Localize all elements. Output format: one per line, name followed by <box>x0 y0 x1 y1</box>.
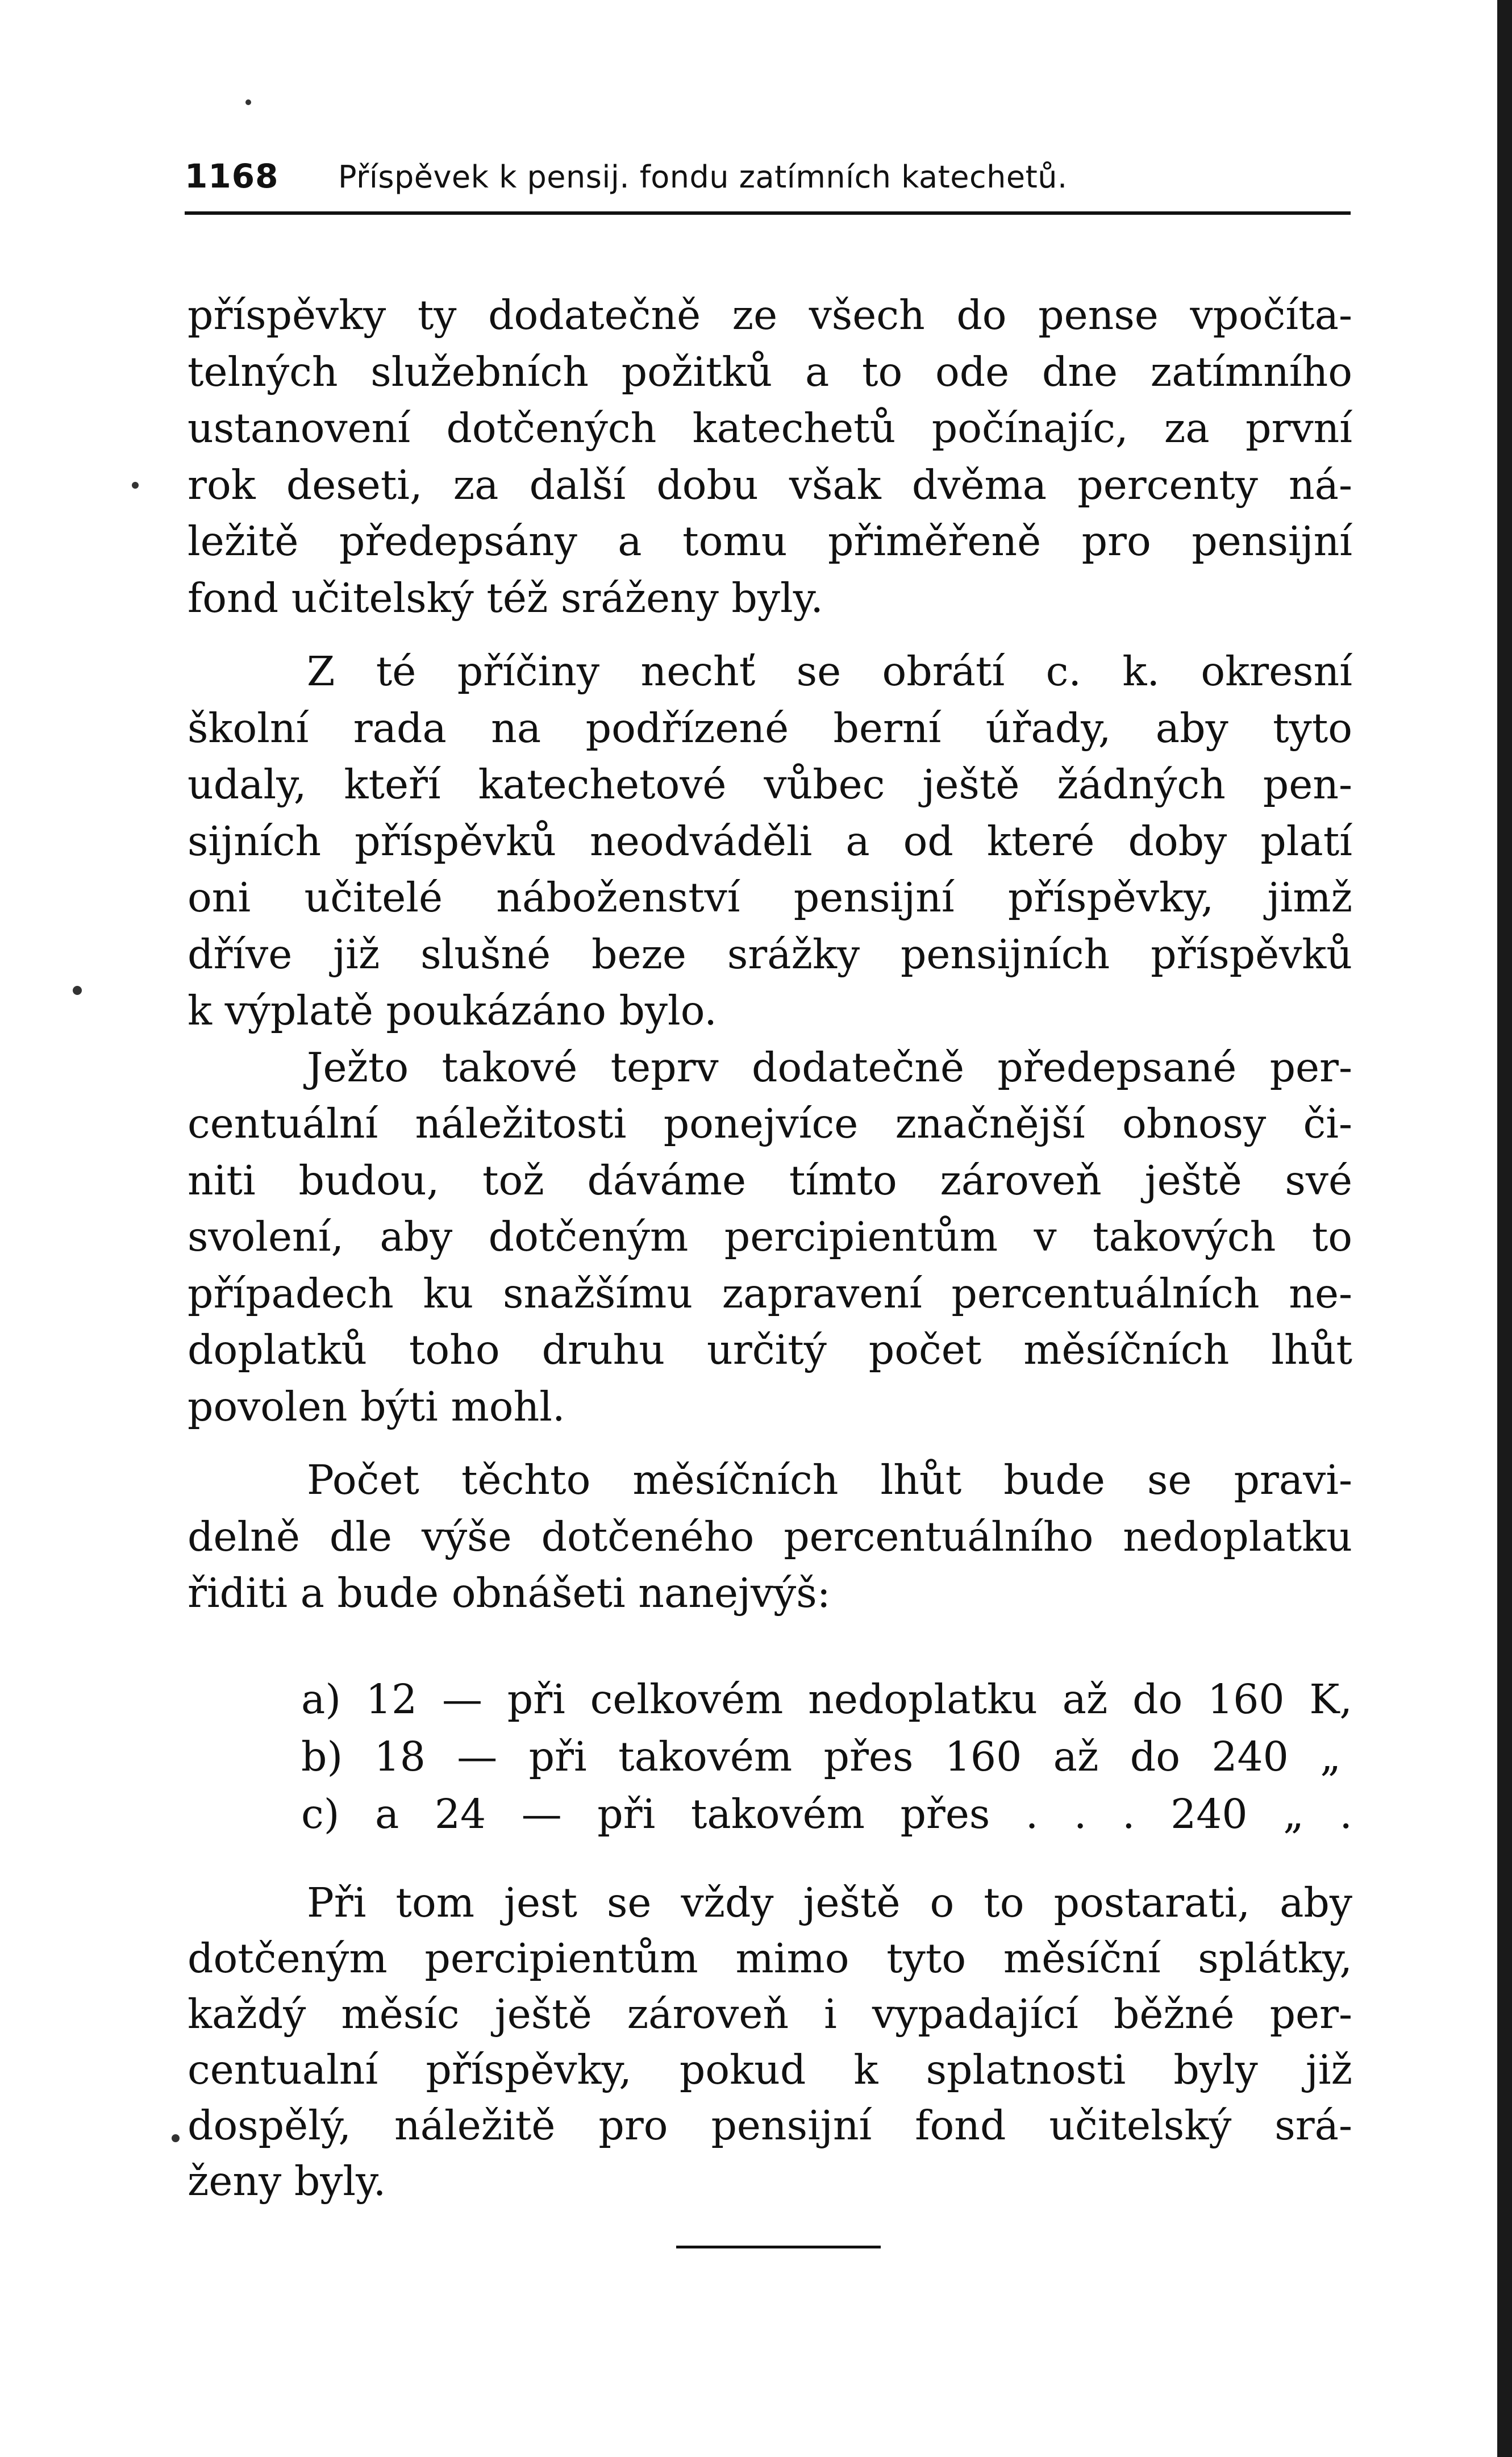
text-line: ležitě předepsány a tomu přiměřeně pro pensijní <box>188 518 1352 565</box>
scan-speck <box>245 99 251 105</box>
text-line: ustanovení dotčených katechetů počínajíc, za první <box>188 405 1352 452</box>
text-line: školní rada na podřízené berní úřady, aby tyto <box>188 704 1352 752</box>
text-line: rok deseti, za další dobu však dvěma percenty ná- <box>188 461 1352 509</box>
enumeration-list <box>301 1671 1352 1843</box>
text-line: Z té příčiny nechť se obrátí c. k. okresní <box>307 648 1352 695</box>
text-line: fond učitelský též sráženy byly. <box>188 574 823 622</box>
paragraph-5 <box>188 1875 1352 2209</box>
text-line: případech ku snažšímu zapravení percentuálních ne- <box>188 1269 1352 1317</box>
list-item: b) 18 — při takovém přes 160 až do 240 „ <box>301 1733 1341 1780</box>
paragraph-4-body <box>188 1509 1352 1622</box>
text-line: doplatků toho druhu určitý počet měsíčních lhůt <box>188 1326 1352 1373</box>
text-line: dotčeným percipientům mimo tyto měsíční splátky, <box>188 1935 1352 1982</box>
list-item: a) 12 — při celkovém nedoplatku až do 160 K, <box>301 1676 1352 1723</box>
text-line: každý měsíc ještě zároveň i vypadající běžné per- <box>188 1990 1352 2038</box>
paragraph-2 <box>188 643 1352 700</box>
scan-speck <box>73 986 82 995</box>
text-line: delně dle výše dotčeného percentuálního nedoplatku <box>188 1513 1352 1560</box>
text-line: telných služebních požitků a to ode dne zatímního <box>188 348 1352 395</box>
text-line: oni učitelé náboženství pensijní příspěvky, jimž <box>188 874 1352 921</box>
page-header <box>185 152 1349 203</box>
paragraph-3 <box>188 1039 1352 1096</box>
text-line: Počet těchto měsíčních lhůt bude se pravi- <box>307 1456 1352 1504</box>
text-line: udaly, kteří katechetové vůbec ještě žádných pen- <box>188 761 1352 808</box>
text-line: k výplatě poukázáno bylo. <box>188 987 717 1034</box>
text-line: niti budou, tož dáváme tímto zároveň ještě své <box>188 1156 1352 1204</box>
text-line: Při tom jest se vždy ještě o to postarati, aby <box>307 1879 1352 1926</box>
scan-speck <box>132 482 139 489</box>
text-line: svolení, aby dotčeným percipientům v takových to <box>188 1213 1352 1260</box>
paragraph-1 <box>188 287 1352 626</box>
text-line: centuální náležitosti ponejvíce značnější obnosy či- <box>188 1100 1352 1147</box>
paragraph-3-body <box>188 1096 1352 1435</box>
running-title: Příspěvek k pensij. fondu zatímních katechetů. <box>338 159 1068 195</box>
text-line: řiditi a bude obnášeti nanejvýš: <box>188 1569 831 1617</box>
text-line: příspěvky ty dodatečně ze všech do pense vpočíta- <box>188 291 1352 339</box>
text-line: sijních příspěvků neodváděli a od které doby platí <box>188 817 1352 865</box>
scan-speck <box>172 2134 180 2142</box>
scan-edge <box>1497 0 1512 2457</box>
list-item: c) a 24 — při takovém přes . . . 240 „ . <box>301 1790 1352 1838</box>
paragraph-4 <box>188 1452 1352 1509</box>
text-line: centualní příspěvky, pokud k splatnosti byly již <box>188 2046 1352 2093</box>
paragraph-2-body <box>188 700 1352 1039</box>
text-line: dospělý, náležitě pro pensijní fond učitelský srá- <box>188 2102 1352 2149</box>
page-number: 1168 <box>185 157 279 195</box>
text-line: ženy byly. <box>188 2158 386 2205</box>
text-line: dříve již slušné beze srážky pensijních příspěvků <box>188 930 1352 978</box>
text-line: povolen býti mohl. <box>188 1382 565 1430</box>
body-text <box>188 287 1352 1622</box>
text-line: Ježto takové teprv dodatečně předepsané per- <box>307 1043 1352 1091</box>
header-rule <box>185 211 1351 215</box>
end-rule <box>676 2246 881 2248</box>
